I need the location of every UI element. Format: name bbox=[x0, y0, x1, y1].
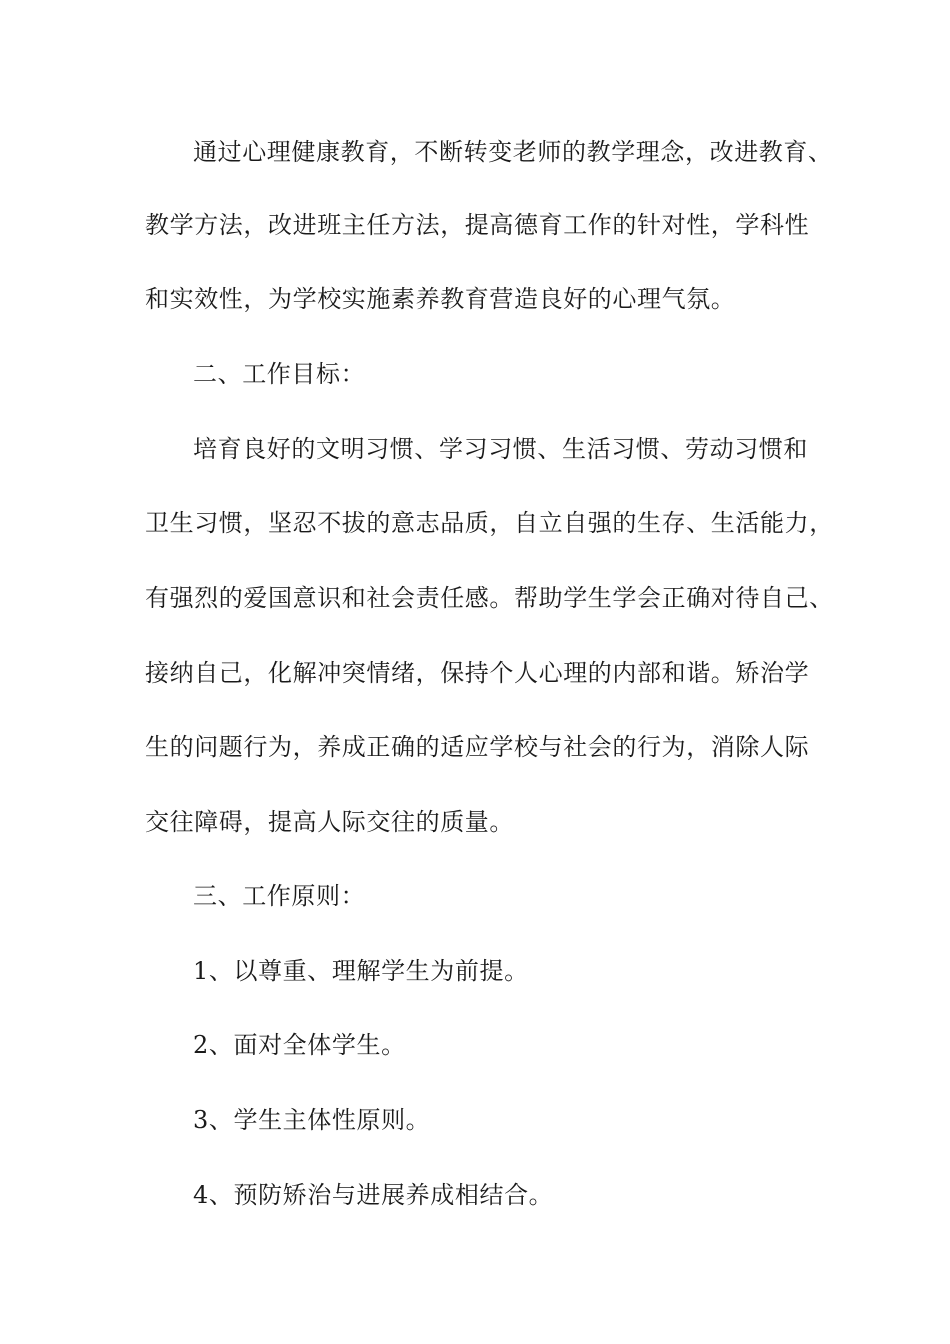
principle-item-3: 3、学生主体性原则。 bbox=[193, 1106, 431, 1134]
principle-item-4: 4、预防矫治与进展养成相结合。 bbox=[193, 1181, 554, 1209]
principle-item-2: 2、面对全体学生。 bbox=[193, 1031, 406, 1059]
paragraph-goals-line-6: 交往障碍，提高人际交往的质量。 bbox=[145, 808, 514, 836]
paragraph-intro-line-3: 和实效性，为学校实施素养教育营造良好的心理气氛。 bbox=[145, 285, 736, 313]
paragraph-goals-line-3: 有强烈的爱国意识和社会责任感。帮助学生学会正确对待自己、 bbox=[145, 584, 834, 612]
paragraph-goals-line-1: 培育良好的文明习惯、学习习惯、生活习惯、劳动习惯和 bbox=[193, 435, 808, 463]
paragraph-intro-line-1: 通过心理健康教育，不断转变老师的教学理念，改进教育、 bbox=[193, 138, 833, 166]
paragraph-goals-line-2: 卫生习惯，坚忍不拔的意志品质，自立自强的生存、生活能力， bbox=[145, 509, 834, 537]
paragraph-goals-line-5: 生的问题行为，养成正确的适应学校与社会的行为，消除人际 bbox=[145, 733, 810, 761]
paragraph-intro-line-2: 教学方法，改进班主任方法，提高德育工作的针对性，学科性 bbox=[145, 211, 810, 239]
principle-item-1: 1、以尊重、理解学生为前提。 bbox=[193, 957, 529, 985]
section-heading-principles: 三、工作原则： bbox=[193, 882, 366, 910]
paragraph-goals-line-4: 接纳自己，化解冲突情绪，保持个人心理的内部和谐。矫治学 bbox=[145, 659, 810, 687]
section-heading-goals: 二、工作目标： bbox=[193, 360, 366, 388]
